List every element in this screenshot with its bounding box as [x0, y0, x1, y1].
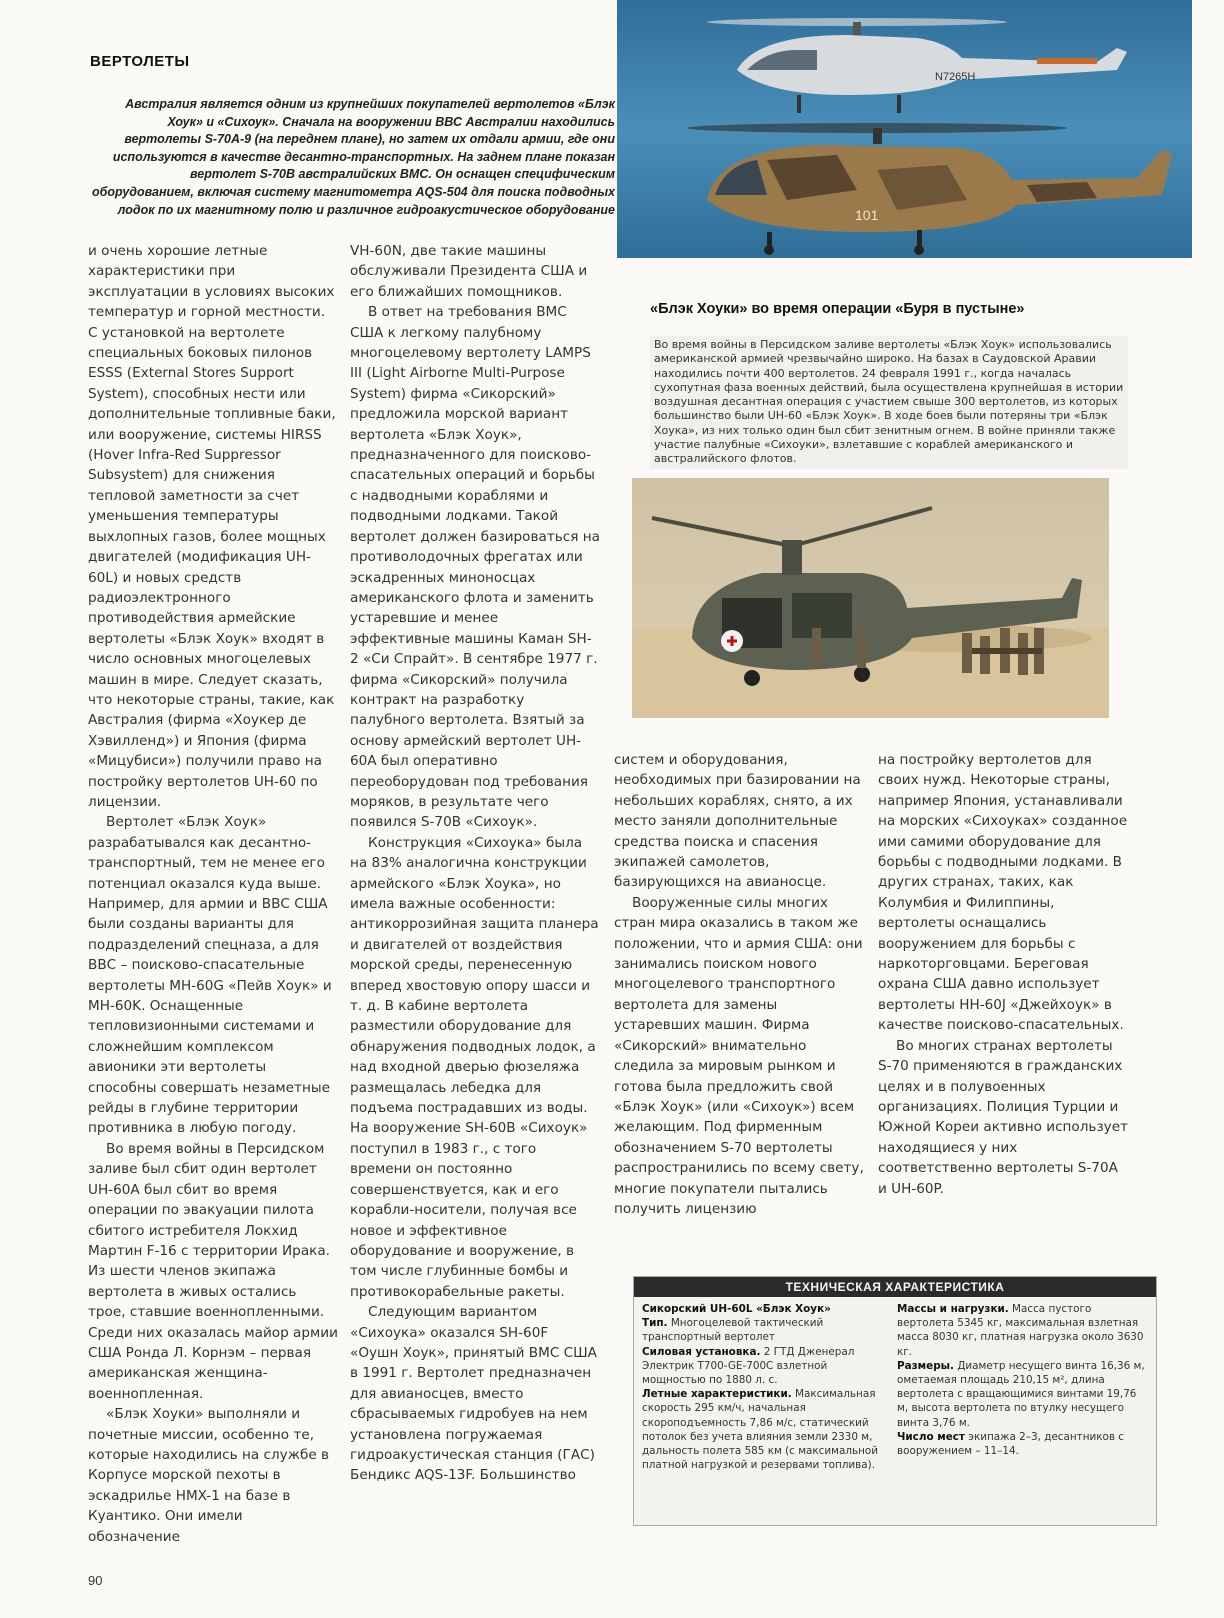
photo-desert-helicopter: [632, 478, 1109, 718]
photo-top-helicopters: [617, 0, 1192, 258]
sidebar-text: Во время войны в Персидском заливе вертолеты «Блэк Хоук» использовались американской армией чрезвычайно широко. На базах в Саудовской Аравии находились почти 400 вертолетов. 24 февраля 1991 г., когда началась сухопутная фаза военных действий, была осуществлена крупнейшая в истории воздушная десантная операция с участием свыше 300 вертолетов, из которых большинство были UH-60 «Блэк Хоук». В ходе боев были потеряны три «Блэк Хоука», из них только один был сбит зенитным огнем. В войне приняли также участие палубные «Сихоуки», взлетавшие с кораблей американского и австралийского флотов.: [650, 336, 1128, 469]
column-2-paragraph: Конструкция «Сихоука» была на 83% аналогична конструкции армейского «Блэк Хоука», но имела важные особенности: антикоррозийная защита планера и двигателей от воздействия морской среды, перенесенную вперед хвостовую опору шасси и т. д. В кабине вертолета разместили оборудование для обнаружения подводных лодок, а над входной дверью фюзеляжа размещалась лебедка для подъема пострадавших из воды. На вооружение SH-60B «Сихоук» поступил в 1983 г., с того времени он постоянно совершенствуется, как и его корабли-носители, получая все новое и эффективное оборудование и вооружение, в том числе глубинные бомбы и противокорабельные ракеты.: [350, 834, 599, 1300]
body-column-3: [614, 750, 864, 1219]
column-3-paragraph: систем и оборудования, необходимых при базировании на небольших кораблях, снято, а их место заняли дополнительные средства поиска и спасения экипажей самолетов, базирующихся на авианосце.: [614, 752, 861, 891]
photo-caption: Австралия является одним из крупнейших покупателей вертолетов «Блэк Хоук» и «Сихоук». Сначала на вооружении ВВС Австралии находились вертолеты S-70A-9 (на переднем плане), но затем их отдали армии, где они используются в качестве десантно-транспортных. На заднем плане показан вертолет S-70B австралийских ВМС. Он оснащен специфическим оборудованием, включая систему магнитометра AQS-504 для поиска подводных лодок по их магнитному полю и различное гидроакустическое оборудование: [92, 97, 615, 217]
column-1-paragraph: и очень хорошие летные характеристики при эксплуатации в условиях высоких температур и горной местности. С установкой на вертолете специальных боковых пилонов ESSS (External Stores Support System), способных нести или дополнительные топливные баки, или вооружение, системы HIRSS (Hover Infra-Red Suppressor Subsystem) для снижения тепловой заметности за счет уменьшения температуры выхлопных газов, более мощных двигателей (модификация UH-60L) и новых средств радиоэлектронного противодействия армейские вертолеты «Блэк Хоук» входят в число основных многоцелевых машин в мире. Следует сказать, что некоторые страны, такие, как Австралия (фирма «Хоукер де Хэвилленд») и Япония (фирма «Мицубиси») получили право на постройку вертолетов UH-60 по лицензии.: [88, 243, 336, 810]
column-2-paragraph: Следующим вариантом «Сихоука» оказался SH-60F «Оушн Хоук», принятый ВМС США в 1991 г. Вертолет предназначен для авианосцев, вместо сбрасываемых гидробуев на нем установлена погружаемая гидроакустическая станция (ГАС) Бендикс AQS-13F. Большинство: [350, 1304, 597, 1484]
specs-box: [633, 1276, 1157, 1526]
spec-entry: Массы и нагрузки. Масса пустого вертолета 5345 кг, максимальная взлетная масса 8030 кг, платная нагрузка около 3630 кг.: [897, 1303, 1144, 1358]
spec-entry: Тип. Многоцелевой тактический транспортный вертолет: [642, 1317, 824, 1344]
spec-entry: Силовая установка. 2 ГТД Дженерал Электрик T700-GE-700C взлетной мощностью по 1880 л. с.: [642, 1345, 855, 1387]
tail-number-front: 101: [855, 207, 879, 223]
column-1-paragraph: Во время войны в Персидском заливе был сбит один вертолет UH-60A был сбит во время операции по эвакуации пилота сбитого истребителя Локхид Мартин F-16 с территории Ирака. Из шести членов экипажа вертолета в живых остались трое, ставшие военнопленными. Среди них оказалась майор армии США Ронда Л. Корнэм – первая американская женщина-военнопленная.: [88, 1140, 338, 1402]
column-1-paragraph: «Блэк Хоуки» выполняли и почетные миссии, особенно те, которые находились на службе в Корпусе морской пехоты в эскадрилье HMX-1 на базе в Куантико. Они имели обозначение: [88, 1406, 330, 1545]
column-2-paragraph: В ответ на требования ВМС США к легкому палубному многоцелевому вертолету LAMPS III (Light Airborne Multi-Purpose System) фирма «Сикорский» предложила морской вариант вертолета «Блэк Хоук», предназначенного для поисково-спасательных операций и борьбы с надводными кораблями и подводными лодками. Такой вертолет должен базироваться на противолодочных фрегатах или эскадренных миноносцах американского флота и заменить устаревшие и менее эффективные машины Каман SH-2 «Си Спрайт». В сентябре 1977 г. фирма «Сикорский» получила контракт на разработку палубного вертолета. Взятый за основу армейский вертолет UH-60A был оперативно переоборудован под требования моряков, в результате чего появился S-70B «Сихоук».: [350, 304, 600, 831]
body-column-1: [88, 241, 338, 1547]
column-4-paragraph: Во многих странах вертолеты S-70 применяются в гражданских целях и в полувоенных организациях. Полиция Турции и Южной Кореи активно использует находящиеся у них соответственно вертолеты S-70A и UH-60P.: [878, 1037, 1128, 1197]
section-title: ВЕРТОЛЕТЫ: [90, 53, 190, 70]
specs-model: Сикорский UH-60L «Блэк Хоук»: [642, 1303, 831, 1315]
specs-right-column: [897, 1302, 1147, 1458]
spec-entry: Летные характеристики. Максимальная скорость 295 км/ч, начальная скороподъемность 7,86 м/с, статический потолок без учета влияния земли 2330 м, дальность полета 585 км (с максимальной платной нагрузкой и резервами топлива).: [642, 1388, 879, 1472]
spec-entry: Число мест экипажа 2–3, десантников с вооружением – 11–14.: [897, 1430, 1125, 1458]
spec-entry: Размеры. Диаметр несущего винта 16,36 м, ометаемая площадь 210,15 м², длина вертолета с вращающимися винтами 19,76 м, высота вертолета по втулку несущего винта 3,76 м.: [897, 1359, 1145, 1429]
specs-left-column: [642, 1302, 887, 1472]
specs-heading: ТЕХНИЧЕСКАЯ ХАРАКТЕРИСТИКА: [634, 1277, 1156, 1297]
body-column-2: [350, 241, 600, 1486]
column-3-paragraph: Вооруженные силы многих стран мира оказались в таком же положении, что и армия США: они занимались поиском нового многоцелевого транспортного вертолета для замены устаревших машин. Фирма «Сикорский» внимательно следила за мировым рынком и готова была предложить свой «Блэк Хоук» (или «Сихоук») всем желающим. Под фирменным обозначением S-70 вертолеты распространились по всему свету, многие покупатели пытались получить лицензию: [614, 894, 864, 1217]
column-2-paragraph: VH-60N, две такие машины обслуживали Президента США и его ближайших помощников.: [350, 243, 588, 300]
tail-number-rear: N7265H: [935, 71, 976, 83]
column-1-paragraph: Вертолет «Блэк Хоук» разрабатывался как десантно-транспортный, тем не менее его потенциал оказался куда выше. Например, для армии и ВВС США были созданы варианты для подразделений спецназа, а для ВВС – поисково-спасательные вертолеты MH-60G «Пейв Хоук» и MH-60K. Оснащенные тепловизионными системами и сложнейшим комплексом авионики эти вертолеты способны совершать незаметные рейды в глубине территории противника в любую погоду.: [88, 814, 332, 1137]
body-column-4: [878, 750, 1128, 1199]
page-number: 90: [88, 1573, 103, 1588]
column-4-paragraph: на постройку вертолетов для своих нужд. Некоторые страны, например Япония, устанавливали на морских «Сихоуках» созданное ими самими оборудование для борьбы с подводными лодками. В других странах, таких, как Колумбия и Филиппины, вертолеты оснащались вооружением для борьбы с наркоторговцами. Береговая охрана США давно использует вертолеты HH-60J «Джейхоук» в качестве поисково-спасательных.: [878, 752, 1128, 1034]
sidebar-title: «Блэк Хоуки» во время операции «Буря в пустыне»: [650, 301, 1025, 317]
